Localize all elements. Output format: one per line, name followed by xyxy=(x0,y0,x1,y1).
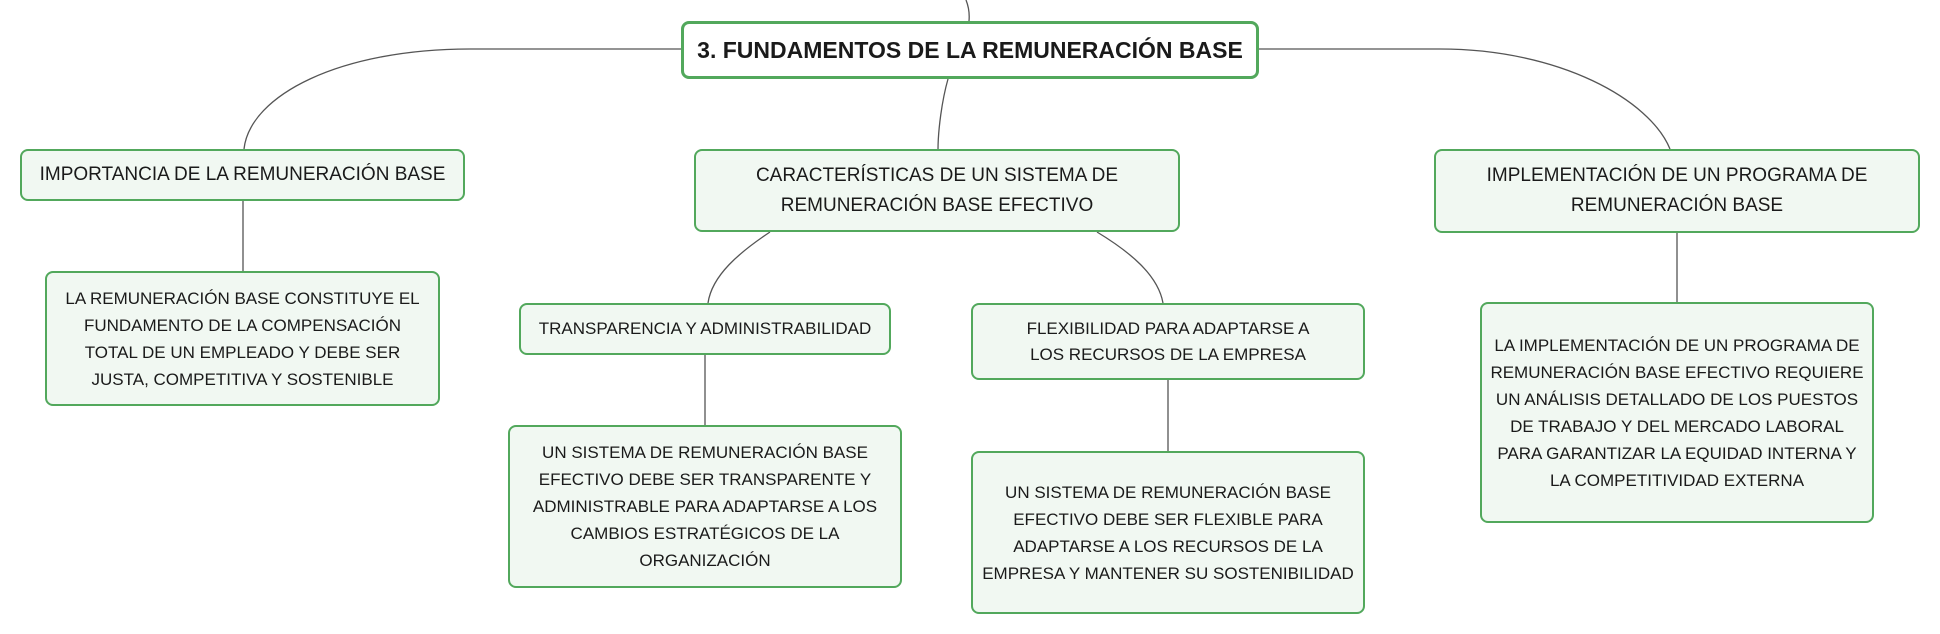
detail-flexibilidad-text: UN SISTEMA DE REMUNERACIÓN BASE EFECTIVO DEBE SER FLEXIBLE PARA ADAPTARSE A LOS RECURSOS DE LA EMPRESA Y MANTENER SU SOSTENIBILIDAD xyxy=(982,482,1354,583)
root-node[interactable] xyxy=(681,21,1259,79)
connector-root-to-importancia xyxy=(244,49,681,149)
subtopic-transparencia-label: TRANSPARENCIA Y ADMINISTRABILIDAD xyxy=(538,319,872,338)
detail-importancia-text: LA REMUNERACIÓN BASE CONSTITUYE EL FUNDAMENTO DE LA COMPENSACIÓN TOTAL DE UN EMPLEADO Y DEBE SER JUSTA, COMPETITIVA Y SOSTENIBLE xyxy=(65,288,420,389)
detail-importancia[interactable] xyxy=(45,271,440,406)
connector-caracteristicas-to-flexibilidad xyxy=(1097,232,1163,303)
detail-implementacion-text: LA IMPLEMENTACIÓN DE UN PROGRAMA DE REMUNERACIÓN BASE EFECTIVO REQUIERE UN ANÁLISIS DETALLADO DE LOS PUESTOS DE TRABAJO Y DEL MERCADO LABORAL PARA GARANTIZAR LA EQUIDAD INTERNA Y LA COMPETITIVIDAD EXTERNA xyxy=(1490,335,1864,490)
detail-implementacion[interactable] xyxy=(1480,302,1874,523)
connector-root-to-caracteristicas xyxy=(938,79,948,150)
topic-importancia[interactable] xyxy=(20,149,465,201)
detail-transparencia-text: UN SISTEMA DE REMUNERACIÓN BASE EFECTIVO DEBE SER TRANSPARENTE Y ADMINISTRABLE PARA ADAPTARSE A LOS CAMBIOS ESTRATÉGICOS DE LA ORGANIZACIÓN xyxy=(532,443,878,570)
topic-caracteristicas-label: CARACTERÍSTICAS DE UN SISTEMA DE REMUNERACIÓN BASE EFECTIVO xyxy=(755,164,1119,216)
detail-transparencia[interactable] xyxy=(508,425,902,588)
topic-implementacion[interactable] xyxy=(1434,149,1920,233)
subtopic-transparencia[interactable] xyxy=(519,303,891,355)
connector-root-incoming xyxy=(966,0,969,21)
connector-caracteristicas-to-transparencia xyxy=(708,232,770,303)
subtopic-flexibilidad[interactable] xyxy=(971,303,1365,380)
connector-root-to-implementacion xyxy=(1259,49,1670,149)
topic-implementacion-label: IMPLEMENTACIÓN DE UN PROGRAMA DE REMUNERACIÓN BASE xyxy=(1486,165,1868,216)
subtopic-flexibilidad-label: FLEXIBILIDAD PARA ADAPTARSE A LOS RECURSOS DE LA EMPRESA xyxy=(1026,318,1310,364)
topic-caracteristicas[interactable] xyxy=(694,149,1180,232)
root-title: 3. FUNDAMENTOS DE LA REMUNERACIÓN BASE xyxy=(697,36,1243,63)
topic-importancia-label: IMPORTANCIA DE LA REMUNERACIÓN BASE xyxy=(39,164,446,185)
detail-flexibilidad[interactable] xyxy=(971,451,1365,614)
